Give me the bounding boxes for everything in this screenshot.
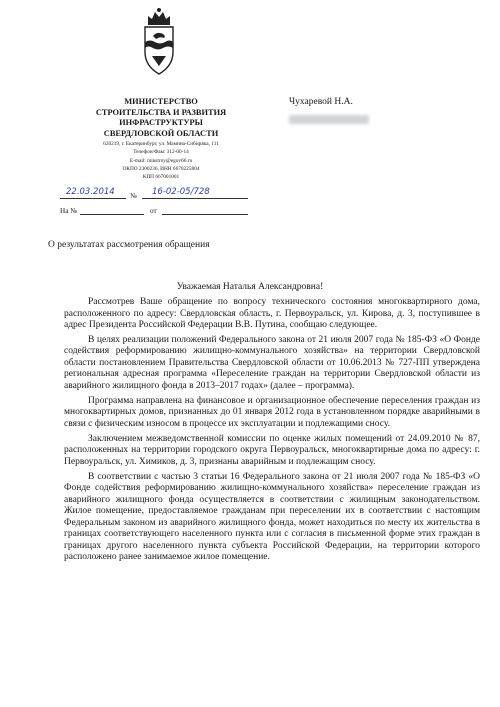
ref-label: На № — [60, 207, 78, 215]
handwritten-number: 16-02-05/728 — [152, 187, 210, 197]
body-paragraph: Программа направлена на финансовое и организационное обеспечение переселения граждан из многоквартирных домов, признанных до 01 января 2012 года в установленном порядке аварийными в связи с физическим износом в процессе их эксплуатации и подлежащими сносу. — [64, 395, 480, 429]
ministry-name-line: МИНИСТЕРСТВО — [124, 97, 198, 106]
phone-line: Телефон/Факс 312-00-14 — [133, 149, 189, 156]
kpp-line: КПП 667001001 — [142, 174, 180, 181]
ministry-name — [68, 97, 254, 139]
body-paragraph: В соответствии с частью 3 статьи 16 Федерального закона от 21 июля 2007 года № 185-ФЗ «О Фонде содействия реформированию жилищно-коммунального хозяйства» переселение граждан из аварийного жилищного фонда осуществляется в соответствии с жилищным законодательством. Жилое помещение, предоставляемое гражданам при переселении их в соответствии с настоящим Федеральным законом из аварийного жилищного фонда, может находиться по месту их жительства в границах соответствующего населенного пункта или с согласия в письменной форме этих граждан в границах другого населенного пункта субъекта Российской Федерации, на территории которого расположено ранее занимаемое жилое помещение. — [64, 471, 480, 563]
body-paragraph: Заключением межведомственной комиссии по оценке жилых помещений от 24.09.2010 № 87, расположенных на территории городского округа Первоуральск, многоквартирные дома по адресу: г. Первоуральск, ул. Химиков, д. 3, признаны аварийным и подлежащим сносу. — [64, 433, 480, 467]
ministry-name-line: СТРОИТЕЛЬСТВА И РАЗВИТИЯ — [95, 107, 227, 117]
letter-subject: О результатах рассмотрения обращения — [48, 240, 210, 250]
handwritten-date: 22.03.2014 — [66, 187, 115, 197]
body-paragraph: Рассмотрев Ваше обращение по вопросу технического состояния многоквартирного дома, расположенного по адресу: Свердловская область, г. Первоуральск, ул. Кирова, д. 3, поступившее в адрес Президента Российской Федерации В.В. Путина, сообщаю следующее. — [64, 297, 480, 330]
okpo-inn-line: ОКПО 2300236, ИНН 6670225804 — [122, 165, 200, 172]
coat-of-arms-icon — [139, 6, 179, 78]
ref-number-line — [80, 214, 144, 215]
redacted-email — [289, 115, 369, 124]
ref-date-line — [162, 214, 248, 215]
from-label: от — [150, 207, 157, 215]
recipient-name: Чухаревой Н.А. — [289, 97, 353, 107]
letter-body — [64, 297, 480, 567]
number-label: № — [130, 192, 137, 200]
ministry-name-line: СВЕРДЛОВСКОЙ ОБЛАСТИ — [103, 128, 219, 138]
body-paragraph: В целях реализации положений Федерального закона от 21 июля 2007 года № 185-ФЗ «О Фонде содействия реформированию жилищно-коммунального хозяйства» на территории Свердловской области постановлением Правительства Свердловской области от 10.06.2013 № 727-ПП утверждена региональная адресная программа «Переселение граждан на территории Свердловской области из аварийного жилищного фонда в 2013–2017 годах» (далее – программа). — [64, 334, 480, 391]
ministry-name-line: ИНФРАСТРУКТУРЫ — [119, 118, 203, 128]
number-line — [142, 198, 248, 199]
email-line: E-mail: minstroy@egov66.ru — [129, 157, 193, 164]
address-line: 620219, г. Екатеринбург, ул. Мамина-Сибиряка, 111 — [103, 141, 219, 147]
ministry-contacts — [68, 140, 254, 181]
letter-greeting: Уважаемая Наталья Александровна! — [176, 282, 324, 292]
date-line — [60, 198, 126, 199]
